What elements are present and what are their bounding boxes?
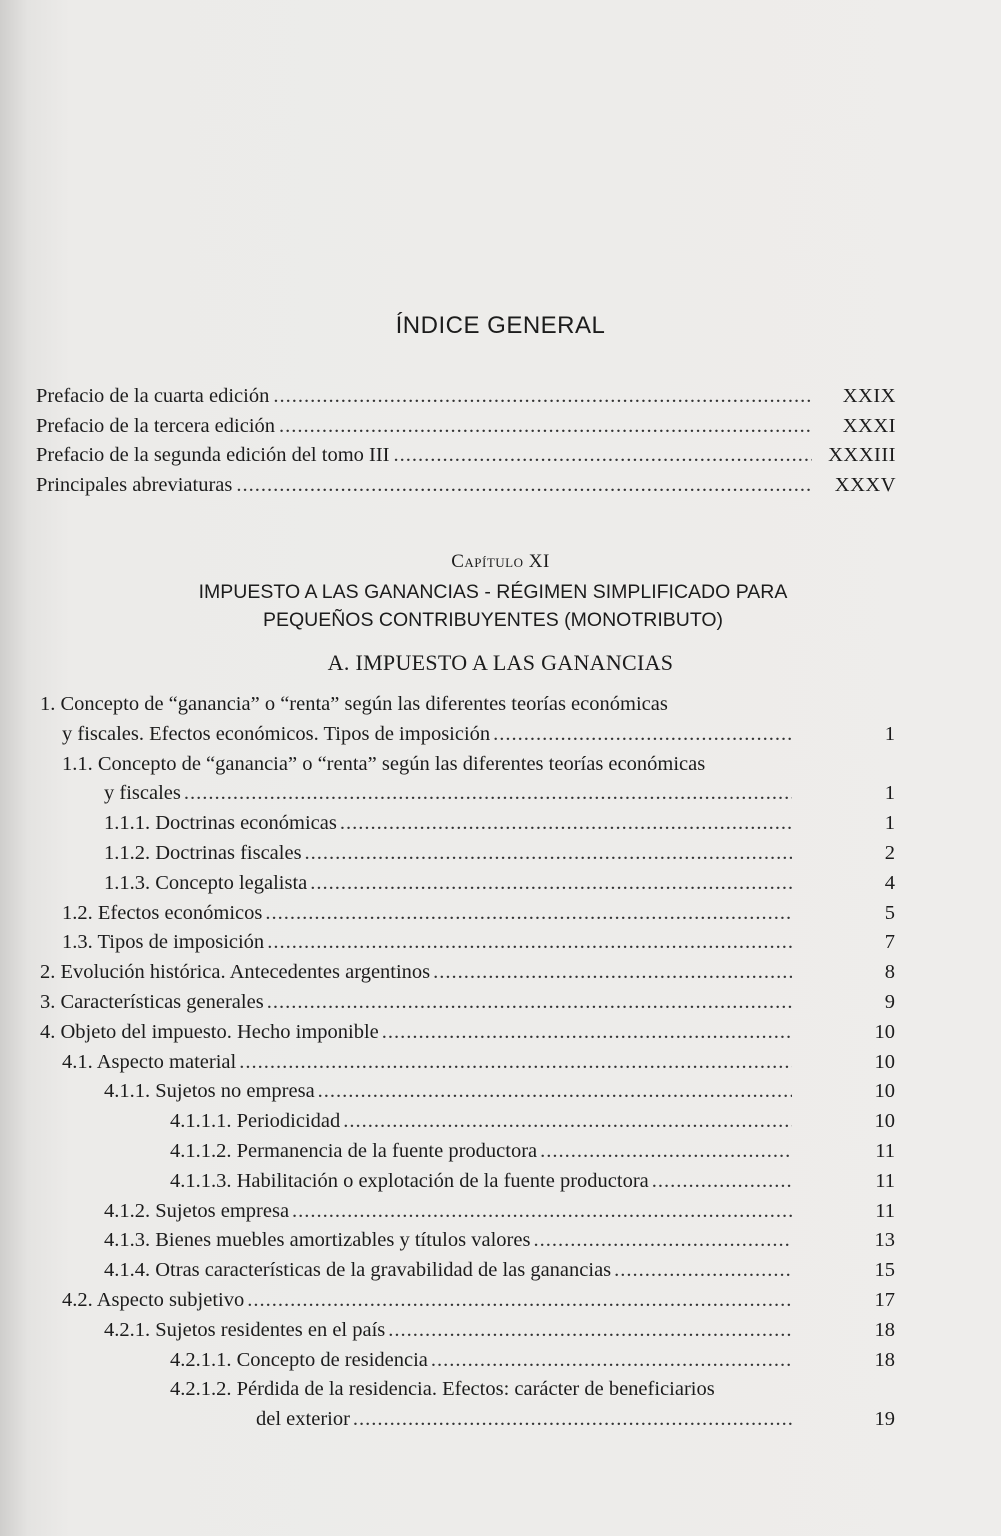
- toc-entry-page: 8: [884, 961, 895, 984]
- toc-entry-page: 13: [874, 1229, 895, 1252]
- toc-entry-label: 1.1.3. Concepto legalista: [104, 871, 308, 894]
- toc-entry[interactable]: [0, 1378, 895, 1408]
- toc-entry-page: 7: [884, 931, 895, 954]
- toc-entry-page: 11: [875, 1139, 895, 1162]
- toc-entry[interactable]: [0, 1229, 895, 1259]
- toc-entry[interactable]: [0, 1080, 895, 1110]
- dot-leader: [305, 842, 792, 865]
- toc-entry[interactable]: [0, 753, 895, 783]
- dot-leader: [184, 782, 792, 805]
- dot-leader: [431, 1349, 792, 1372]
- toc-entry[interactable]: [0, 812, 895, 842]
- dot-leader: [388, 1319, 792, 1342]
- toc-entry-page: 11: [875, 1199, 895, 1222]
- chapter-number: Capítulo XI: [451, 551, 550, 572]
- toc-entry-label: 4.2.1.1. Concepto de residencia: [170, 1348, 428, 1371]
- toc-entry[interactable]: [0, 872, 895, 902]
- toc-entry-page: 9: [884, 990, 895, 1013]
- toc-entry[interactable]: [0, 1349, 895, 1379]
- toc-entry[interactable]: [0, 723, 895, 753]
- chapter-title: [80, 578, 906, 634]
- dot-leader: [318, 1080, 792, 1103]
- toc-entry-label: 4.1. Aspecto material: [62, 1050, 237, 1073]
- section-heading: A. IMPUESTO A LAS GANANCIAS: [327, 650, 674, 675]
- toc-entry-page: 15: [874, 1259, 895, 1282]
- toc-entry-label: 1.2. Efectos económicos: [62, 901, 263, 924]
- dot-leader: [394, 444, 813, 467]
- front-matter-list: [36, 385, 896, 503]
- toc-entry-label: 4.2.1. Sujetos residentes en el país: [104, 1318, 386, 1341]
- toc-entry-page: 5: [884, 901, 895, 924]
- toc-entry-label: 4.2. Aspecto subjetivo: [62, 1288, 245, 1311]
- toc-entry-label: 4.1.3. Bienes muebles amortizables y títulos valores: [104, 1229, 531, 1252]
- dot-leader: [533, 1229, 792, 1252]
- page-title: ÍNDICE GENERAL: [395, 312, 606, 339]
- front-matter-page: XXXV: [834, 473, 896, 496]
- toc-entry[interactable]: [0, 1259, 895, 1289]
- toc-entry-label: 4.2.1.2. Pérdida de la residencia. Efectos: carácter de beneficiarios: [170, 1378, 715, 1401]
- toc-entry[interactable]: [0, 1408, 895, 1438]
- toc-entry[interactable]: [0, 1319, 895, 1349]
- dot-leader: [267, 991, 792, 1014]
- front-matter-label: Prefacio de la segunda edición del tomo III: [36, 444, 390, 467]
- front-matter-page: XXXI: [842, 414, 896, 437]
- toc-entry-page: 10: [874, 1110, 895, 1133]
- toc-entry[interactable]: [0, 1289, 895, 1319]
- toc-entry-label: 4. Objeto del impuesto. Hecho imponible: [40, 1020, 379, 1043]
- toc-entry-page: 2: [884, 841, 895, 864]
- dot-leader: [267, 931, 792, 954]
- front-matter-item[interactable]: [36, 474, 896, 504]
- dot-leader: [273, 385, 812, 408]
- toc-entry-label: 4.1.1.1. Periodicidad: [170, 1110, 341, 1133]
- dot-leader: [265, 902, 792, 925]
- toc-entry-label: 1. Concepto de “ganancia” o “renta” según las diferentes teorías económicas: [40, 693, 668, 715]
- toc-entry[interactable]: [0, 931, 895, 961]
- front-matter-label: Prefacio de la cuarta edición: [36, 385, 270, 407]
- toc-entry[interactable]: [0, 693, 895, 723]
- toc-entry[interactable]: [0, 1110, 895, 1140]
- dot-leader: [239, 1051, 792, 1074]
- toc-entry-page: 11: [875, 1169, 895, 1192]
- toc-entry-label: y fiscales. Efectos económicos. Tipos de imposición: [62, 722, 491, 745]
- dot-leader: [247, 1289, 792, 1312]
- toc-entry[interactable]: [0, 1170, 895, 1200]
- toc-entry-label: 1.1. Concepto de “ganancia” o “renta” según las diferentes teorías económicas: [62, 752, 706, 775]
- toc-entry-page: 10: [874, 1080, 895, 1103]
- toc-entry-label: 3. Características generales: [40, 990, 264, 1013]
- dot-leader: [292, 1200, 792, 1223]
- toc-entry[interactable]: [0, 991, 895, 1021]
- toc-entry-page: 10: [874, 1050, 895, 1073]
- toc-entry-label: 4.1.1.3. Habilitación o explotación de la fuente productora: [170, 1169, 649, 1192]
- front-matter-label: Principales abreviaturas: [36, 473, 233, 496]
- toc-entry[interactable]: [0, 902, 895, 932]
- toc-entry-page: 1: [884, 722, 895, 745]
- toc-entry-page: 18: [874, 1348, 895, 1371]
- toc-entry[interactable]: [0, 842, 895, 872]
- toc-entry-label: 4.1.2. Sujetos empresa: [104, 1199, 290, 1222]
- toc-entry-page: 4: [884, 871, 895, 894]
- toc-entry-page: 1: [884, 782, 895, 805]
- toc-list: [0, 693, 1001, 1438]
- dot-leader: [279, 415, 812, 438]
- front-matter-item[interactable]: [36, 385, 896, 415]
- dot-leader: [236, 474, 812, 497]
- toc-entry-label: 4.1.1. Sujetos no empresa: [104, 1080, 315, 1103]
- toc-entry-label: del exterior: [256, 1408, 350, 1431]
- dot-leader: [433, 961, 792, 984]
- chapter-title-line: IMPUESTO A LAS GANANCIAS - RÉGIMEN SIMPLIFICADO PARA: [198, 581, 788, 603]
- dot-leader: [382, 1021, 792, 1044]
- front-matter-page: XXIX: [842, 385, 896, 407]
- toc-entry-page: 10: [874, 1020, 895, 1043]
- toc-entry-page: 18: [874, 1318, 895, 1341]
- toc-entry[interactable]: [0, 1140, 895, 1170]
- chapter-title-line: PEQUEÑOS CONTRIBUYENTES (MONOTRIBUTO): [262, 609, 724, 631]
- toc-entry-label: y fiscales: [104, 782, 181, 805]
- toc-entry[interactable]: [0, 1200, 895, 1230]
- dot-leader: [310, 872, 792, 895]
- toc-entry-label: 2. Evolución histórica. Antecedentes argentinos: [40, 961, 431, 984]
- toc-entry-page: 19: [874, 1408, 895, 1431]
- toc-entry-label: 4.1.1.2. Permanencia de la fuente productora: [170, 1139, 538, 1162]
- toc-entry[interactable]: [0, 961, 895, 991]
- toc-entry[interactable]: [0, 1021, 895, 1051]
- toc-entry-page: 17: [874, 1288, 895, 1311]
- toc-entry-label: 1.3. Tipos de imposición: [62, 931, 265, 954]
- toc-entry[interactable]: [0, 1051, 895, 1081]
- dot-leader: [493, 723, 792, 746]
- front-matter-item[interactable]: [36, 415, 896, 445]
- front-matter-label: Prefacio de la tercera edición: [36, 414, 276, 437]
- front-matter-page: XXXIII: [828, 444, 896, 467]
- dot-leader: [652, 1170, 792, 1193]
- toc-entry-page: 1: [884, 812, 895, 835]
- dot-leader: [540, 1140, 792, 1163]
- dot-leader: [353, 1408, 792, 1431]
- dot-leader: [340, 812, 792, 835]
- toc-entry-label: 1.1.1. Doctrinas económicas: [104, 812, 337, 835]
- toc-entry-label: 4.1.4. Otras características de la gravabilidad de las ganancias: [104, 1259, 612, 1282]
- dot-leader: [343, 1110, 792, 1133]
- front-matter-item[interactable]: [36, 444, 896, 474]
- dot-leader: [614, 1259, 792, 1282]
- toc-entry[interactable]: [0, 782, 895, 812]
- toc-entry-label: 1.1.2. Doctrinas fiscales: [104, 841, 302, 864]
